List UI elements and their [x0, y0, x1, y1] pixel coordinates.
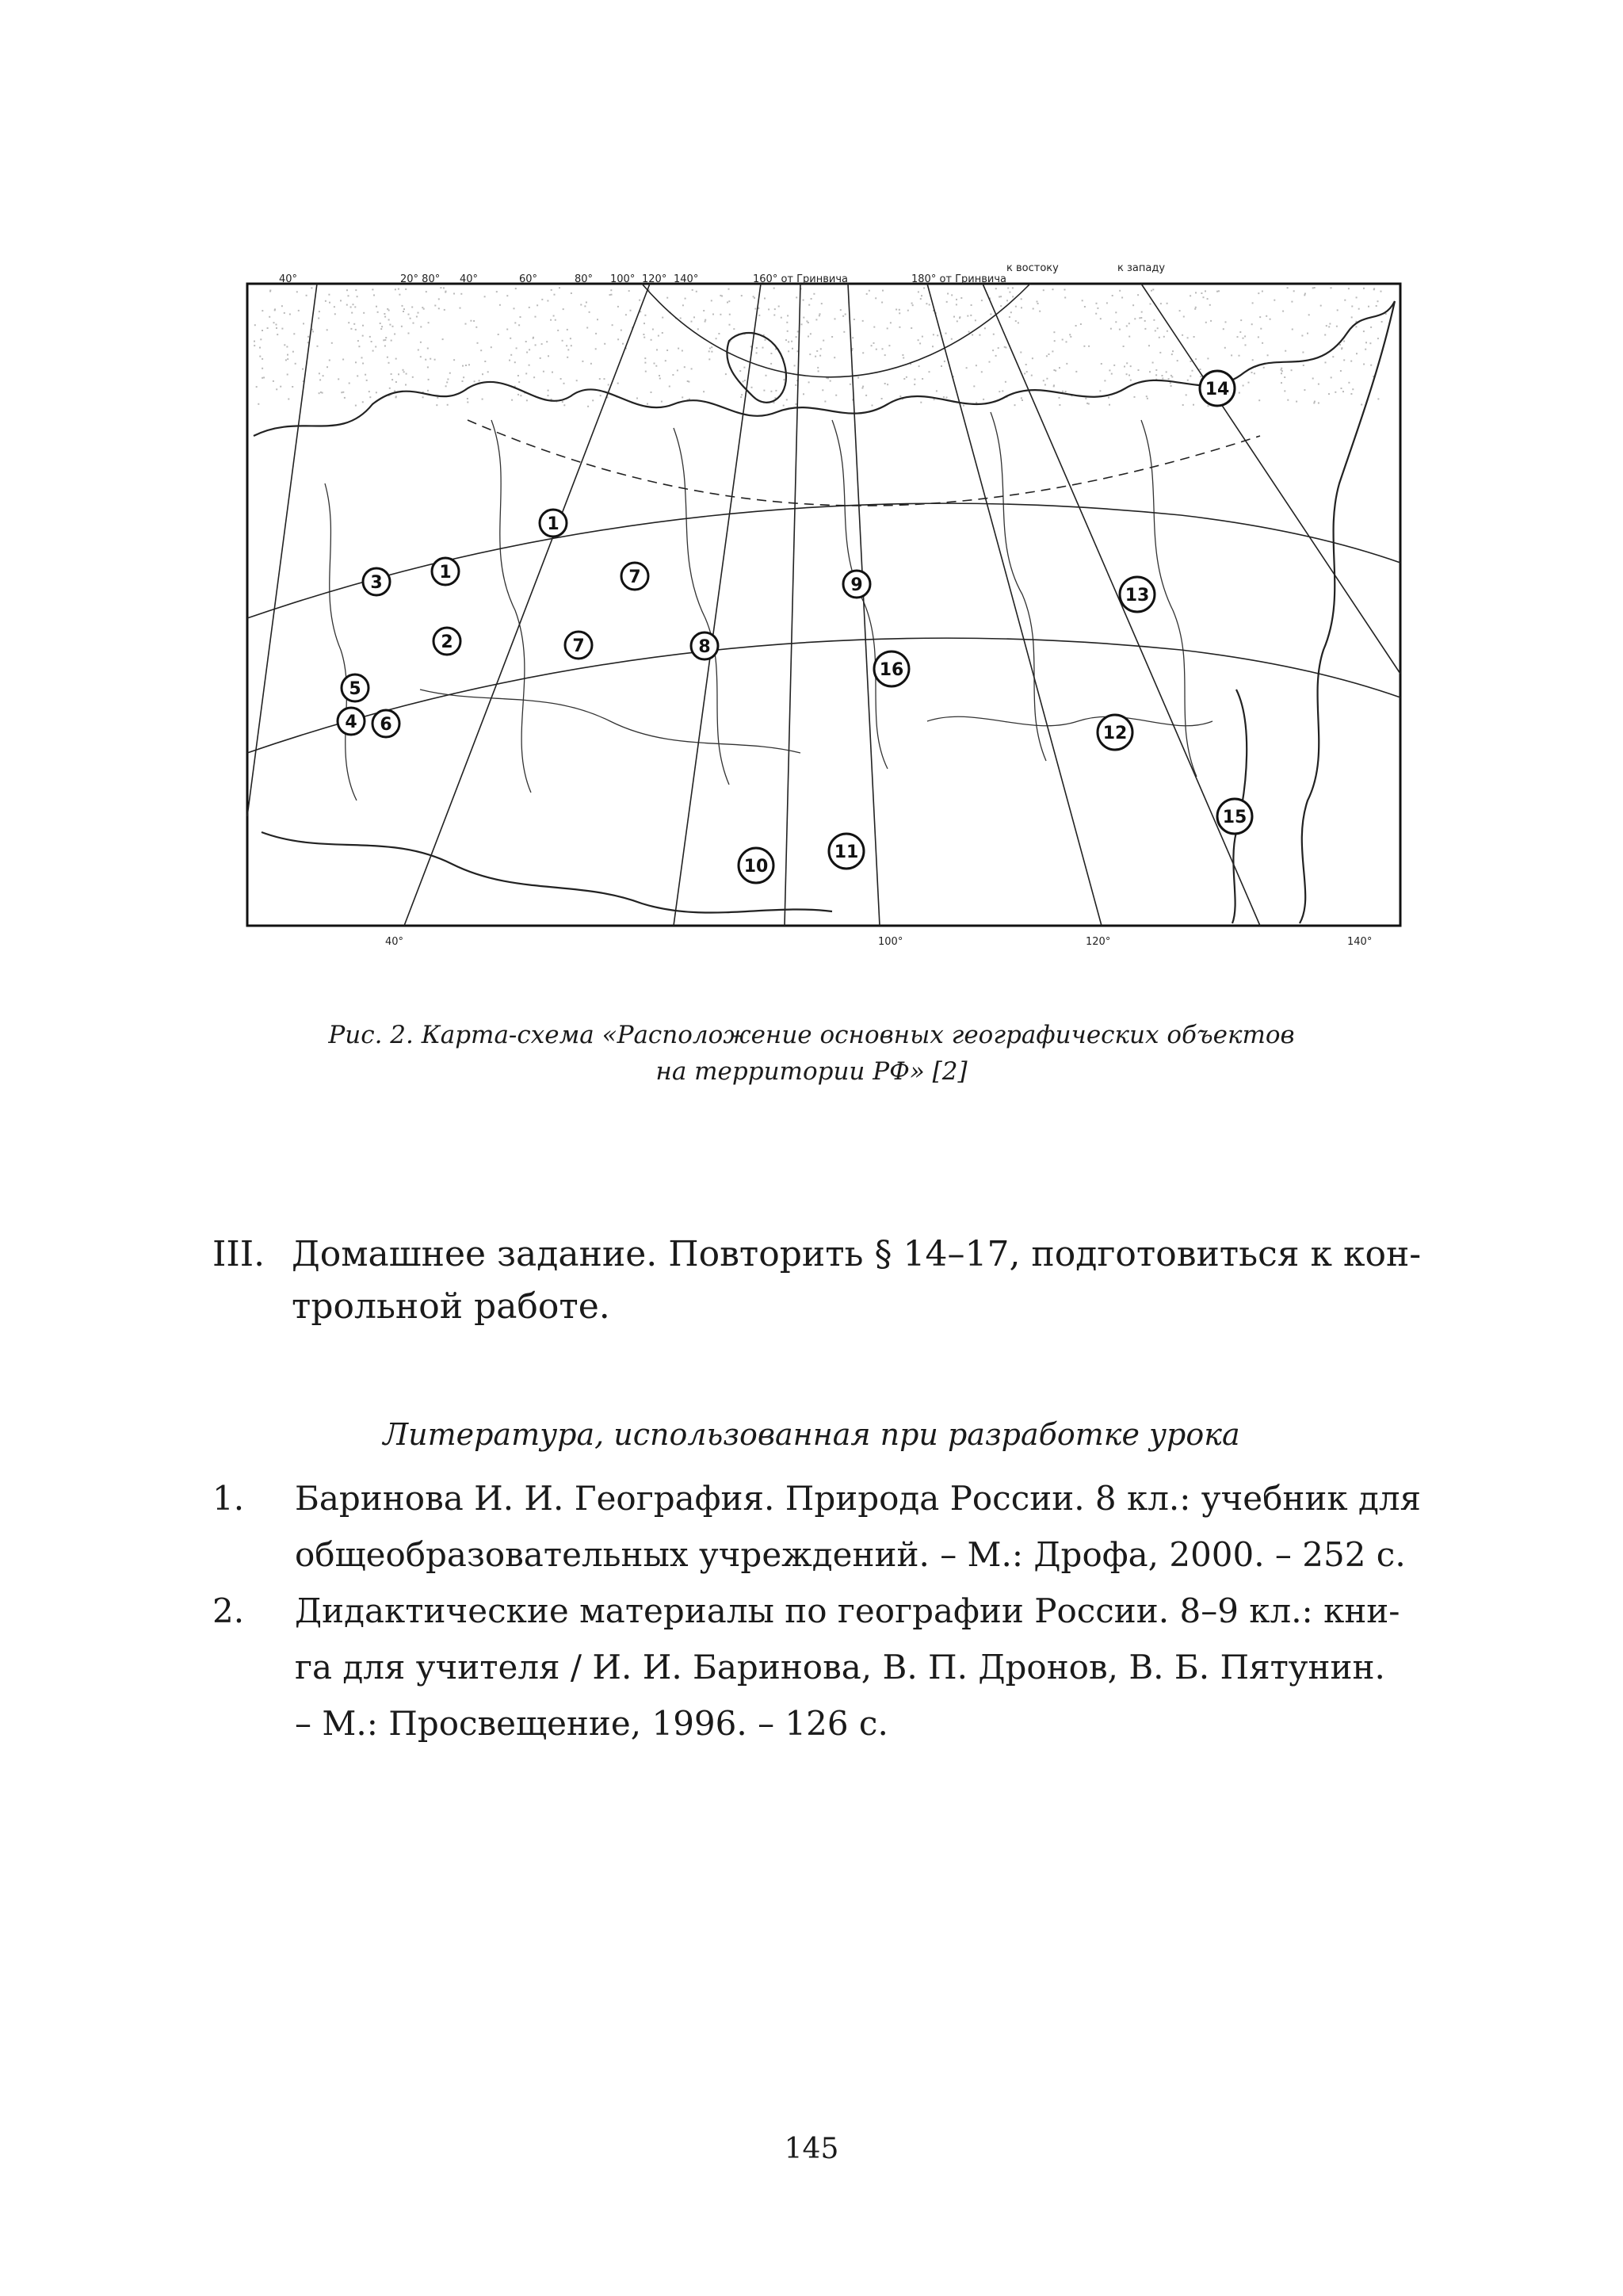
degree-label-bottom: 40°: [385, 936, 404, 948]
map-marker-12: [1098, 715, 1132, 750]
homework-text: [292, 1228, 1441, 1333]
map-marker-7: [621, 563, 648, 590]
caption-line-1: Рис. 2. Карта-схема «Расположение основных географических объектов: [328, 1021, 1295, 1049]
reference-number: 2.: [212, 1591, 245, 1630]
degree-label-top: 60°: [519, 273, 538, 285]
map-marker-label: 14: [1205, 380, 1230, 399]
reference-line: Дидактические материалы по географии России. 8–9 кл.: кни-: [295, 1591, 1400, 1630]
homework-line-2: трольной работе.: [292, 1286, 610, 1327]
map-marker-8: [691, 632, 718, 659]
russia-map: [230, 262, 1419, 999]
map-marker-label: 12: [1102, 724, 1128, 743]
degree-label-bottom: 140°: [1347, 936, 1373, 948]
homework-line-1: Домашнее задание. Повторить § 14–17, подготовиться к кон-: [292, 1234, 1422, 1274]
map-marker-9: [843, 571, 870, 598]
map-marker-4: [338, 708, 365, 735]
degree-label-top: 40°: [460, 273, 479, 285]
map-marker-14: [1200, 371, 1235, 406]
map-marker-label: 11: [834, 842, 859, 862]
direction-note: к западу: [1117, 262, 1166, 274]
degree-label-top: 140°: [674, 273, 699, 285]
map-marker-13: [1120, 577, 1155, 612]
map-marker-label: 8: [698, 637, 711, 657]
degree-label-bottom: 100°: [878, 936, 903, 948]
map-marker-2: [433, 628, 460, 655]
map-marker-15: [1217, 799, 1252, 834]
reference-line: Баринова И. И. География. Природа России. 8 кл.: учебник для: [295, 1479, 1422, 1518]
direction-note: к востоку: [1006, 262, 1059, 274]
reference-list: [212, 1470, 1422, 1752]
reference-line: – М.: Просвещение, 1996. – 126 с.: [295, 1704, 888, 1743]
map-marker-label: 7: [628, 567, 641, 587]
reference-line: га для учителя / И. И. Баринова, В. П. Дронов, В. Б. Пятунин.: [295, 1648, 1385, 1687]
map-marker-label: 3: [370, 573, 383, 593]
page-number: 145: [784, 2133, 839, 2165]
map-marker-label: 16: [879, 660, 904, 680]
caption-line-2: на территории РФ» [2]: [655, 1057, 968, 1086]
degree-label-top: 120°: [642, 273, 667, 285]
map-marker-label: 4: [345, 712, 357, 732]
reference-item: [212, 1583, 1400, 1752]
map-marker-5: [342, 674, 369, 701]
map-marker-label: 6: [380, 715, 392, 735]
russia-map-figure: [230, 262, 1419, 999]
figure-caption: [158, 1017, 1465, 1090]
map-marker-1: [540, 510, 567, 537]
map-marker-16: [874, 651, 909, 686]
map-marker-label: 1: [439, 563, 452, 583]
map-marker-11: [829, 834, 864, 869]
map-marker-label: 7: [572, 636, 585, 656]
map-marker-7: [565, 632, 592, 659]
reference-line: общеобразовательных учреждений. – М.: Дрофа, 2000. – 252 с.: [295, 1535, 1406, 1574]
map-marker-1: [432, 558, 459, 585]
map-marker-6: [372, 710, 399, 737]
map-marker-10: [739, 848, 773, 883]
map-marker-label: 13: [1125, 586, 1150, 606]
degree-label-bottom: 120°: [1086, 936, 1111, 948]
map-marker-label: 15: [1222, 808, 1247, 827]
degree-label-top: 180° от Гринвича: [911, 273, 1006, 285]
map-marker-label: 1: [547, 514, 559, 534]
map-marker-label: 5: [349, 679, 361, 699]
degree-label-top: 160° от Гринвича: [753, 273, 848, 285]
map-marker-label: 9: [850, 575, 863, 595]
map-marker-3: [363, 568, 390, 595]
degree-label-top: 100°: [610, 273, 636, 285]
literature-heading: Литература, использованная при разработке урока: [383, 1417, 1240, 1452]
degree-label-top: 20° 80°: [400, 273, 441, 285]
degree-label-top: 40°: [279, 273, 298, 285]
degree-label-top: 80°: [575, 273, 594, 285]
reference-item: [212, 1470, 1422, 1583]
map-marker-label: 2: [441, 632, 453, 652]
homework-number: III.: [212, 1234, 265, 1274]
reference-number: 1.: [212, 1479, 245, 1518]
map-marker-label: 10: [743, 857, 769, 877]
